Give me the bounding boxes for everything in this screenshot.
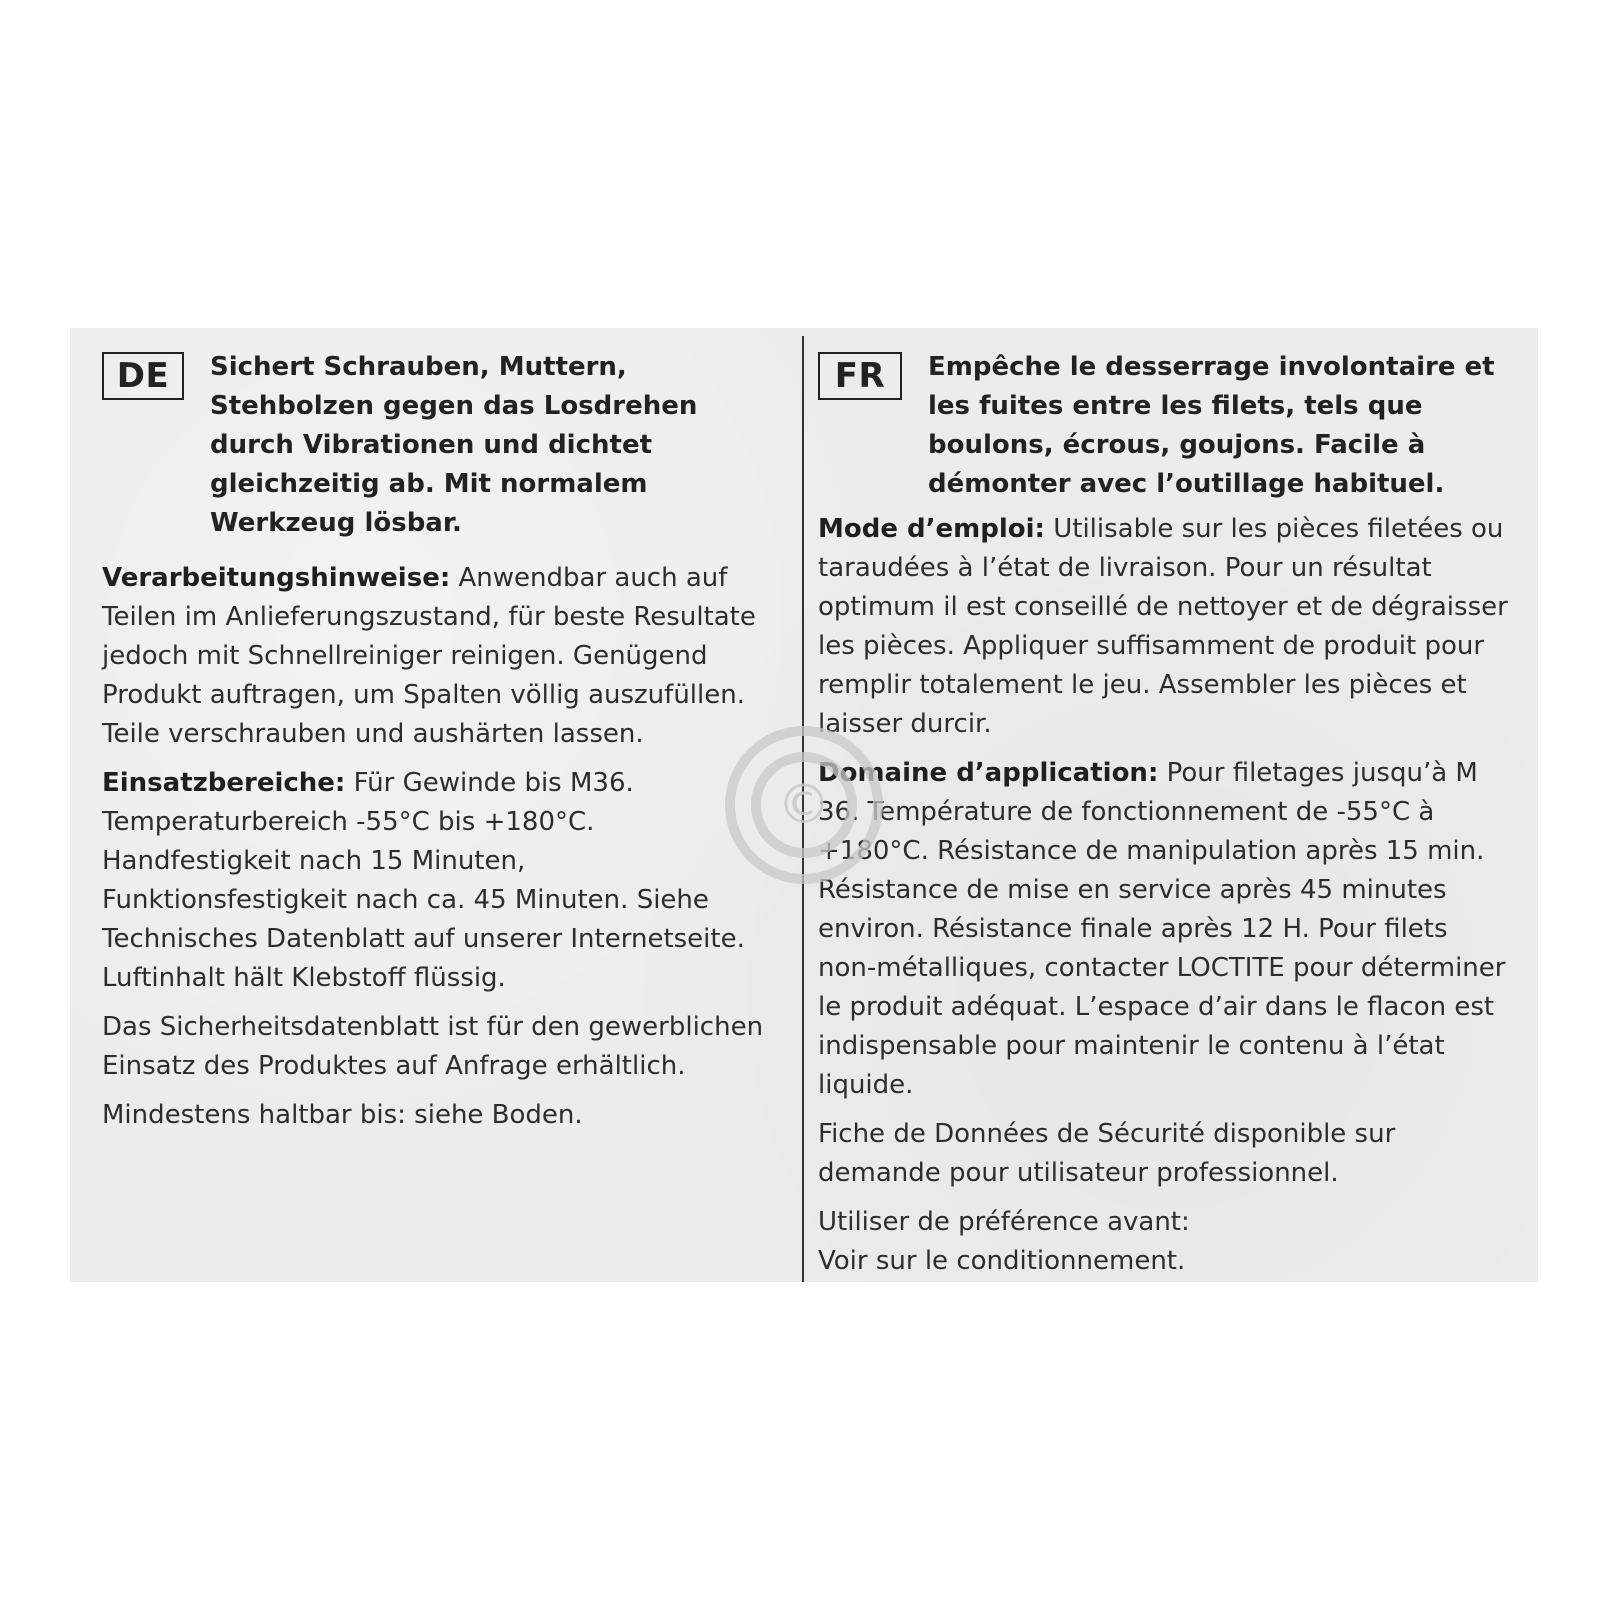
application-heading: Domaine d’application: [818, 758, 1159, 788]
german-safety-datasheet: Das Sicherheitsdatenblatt ist für den gewerblichen Einsatz des Produktes auf Anfrage erhältlich. [102, 1012, 764, 1081]
application-text: Pour filetages jusqu’à M 36. Température de fonctionnement de -55°C à +180°C. Résistance de manipulation après 15 min. Résistance de mise en service après 45 minutes environ. Résistance finale après 12 H. Pour filets non-métalliques, contacter LOCTITE pour déterminer le produit adéquat. L’espace d’air dans le flacon est indispensable pour maintenir le contenu à l’état liquide. [818, 758, 1506, 1100]
usage-text: Utilisable sur les pièces filetées ou taraudées à l’état de livraison. Pour un résultat optimum il est conseillé de nettoyer et de dégraisser les pièces. Appliquer suffisamment de produit pour remplir totalement le jeu. Assembler les pièces et laisser durcir. [818, 514, 1508, 739]
best-before-line-1: Utiliser de préférence avant: [818, 1207, 1190, 1237]
german-column [102, 328, 772, 1135]
german-header [102, 348, 772, 543]
german-shelf-life: Mindestens haltbar bis: siehe Boden. [102, 1100, 583, 1130]
german-intro: Sichert Schrauben, Muttern, Stehbolzen gegen das Losdrehen durch Vibrationen und dichtet gleichzeitig ab. Mit normalem Werkzeug lösbar. [210, 352, 698, 538]
french-best-before [818, 1203, 1508, 1281]
processing-text: Anwendbar auch auf Teilen im Anlieferungszustand, für beste Resultate jedoch mit Schnellreiniger reinigen. Genügend Produkt auftragen, um Spalten völlig auszufüllen. Teile verschrauben und aushärten lassen. [102, 563, 756, 749]
applications-text: Für Gewinde bis M36. Temperaturbereich -55°C bis +180°C. Handfestigkeit nach 15 Minuten, Funktionsfestigkeit nach ca. 45 Minuten. Siehe Technisches Datenblatt auf unserer Internetseite. Luftinhalt hält Klebstoff flüssig. [102, 768, 745, 993]
language-code-fr: FR [818, 352, 902, 400]
french-header [818, 348, 1508, 504]
column-divider [802, 336, 804, 1282]
best-before-line-2: Voir sur le conditionnement. [818, 1246, 1186, 1276]
instruction-label [70, 328, 1538, 1282]
german-applications [102, 764, 772, 998]
watermark-symbol: © [777, 773, 831, 836]
language-code-de: DE [102, 352, 184, 400]
french-column [818, 328, 1508, 1281]
french-application-domain [818, 754, 1508, 1105]
applications-heading: Einsatzbereiche: [102, 768, 346, 798]
french-safety-datasheet: Fiche de Données de Sécurité disponible sur demande pour utilisateur professionnel. [818, 1119, 1396, 1188]
processing-heading: Verarbeitungshinweise: [102, 563, 451, 593]
german-processing-notes [102, 559, 772, 754]
usage-heading: Mode d’emploi: [818, 514, 1045, 544]
french-intro: Empêche le desserrage involontaire et les fuites entre les filets, tels que boulons, écrous, goujons. Facile à démonter avec l’outillage habituel. [928, 352, 1495, 499]
french-usage [818, 510, 1508, 744]
